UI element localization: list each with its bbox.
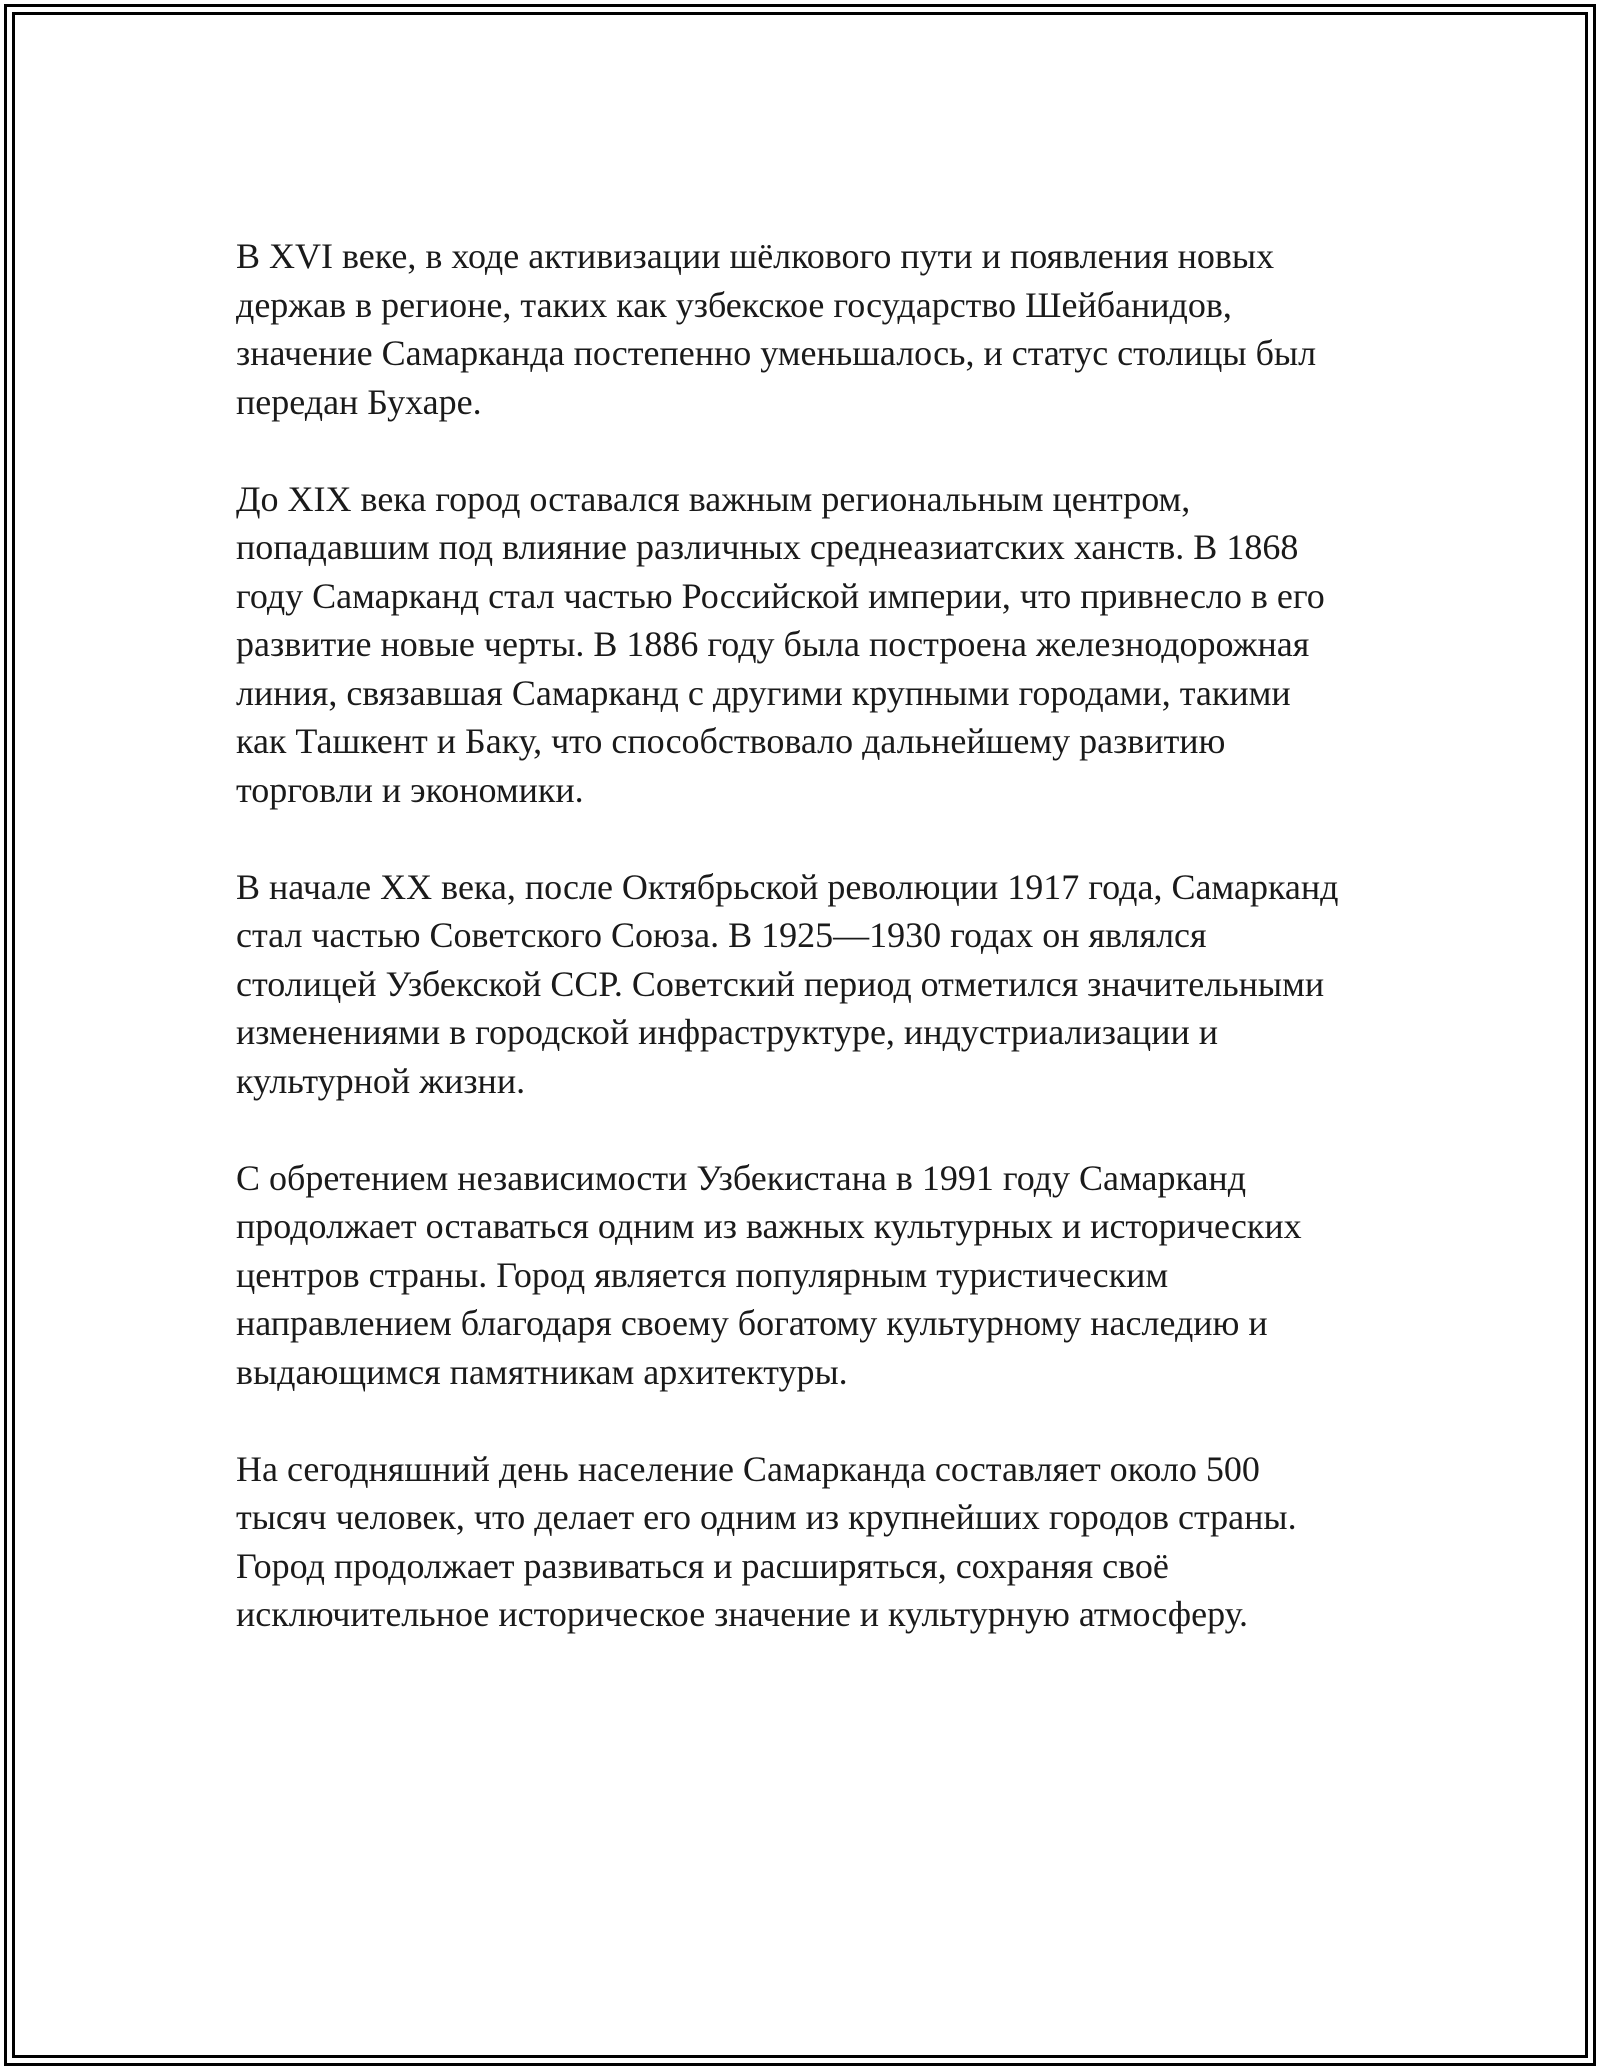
paragraph-present-day: На сегодняшний день население Самарканда составляет около 500 тысяч человек, что делает его одним из крупнейших городов страны. Город продолжает развиваться и расширяться, сохраняя своё исключительное историческое значение и культурную атмосферу.: [236, 1448, 1297, 1634]
paragraph-16th-century: В XVI веке, в ходе активизации шёлкового пути и появления новых держав в регионе, таких как узбекское государство Шейбанидов, значение Самарканда постепенно уменьшалось, и статус столицы был передан Бухаре.: [236, 236, 1317, 422]
document-body: [236, 232, 1376, 1687]
paragraph-19th-century: До XIX века город оставался важным региональным центром, попадавшим под влияние различных среднеазиатских ханств. В 1868 году Самарканд стал частью Российской империи, что привнесло в его развитие новые черты. В 1886 году была построена железнодорожная линия, связавшая Самарканд с другими крупными городами, такими как Ташкент и Баку, что способствовало дальнейшему развитию торговли и экономики.: [236, 478, 1325, 810]
paragraph-independence: С обретением независимости Узбекистана в 1991 году Самарканд продолжает оставаться одним из важных культурных и исторических центров страны. Город является популярным туристическим направлением благодаря своему богатому культурному наследию и выдающимся памятникам архитектуры.: [236, 1157, 1302, 1392]
paragraph-20th-century: В начале XX века, после Октябрьской революции 1917 года, Самарканд стал частью Советского Союза. В 1925—1930 годах он являлся столицей Узбекской ССР. Советский период отметился значительными изменениями в городской инфраструктуре, индустриализации и культурной жизни.: [236, 866, 1339, 1101]
